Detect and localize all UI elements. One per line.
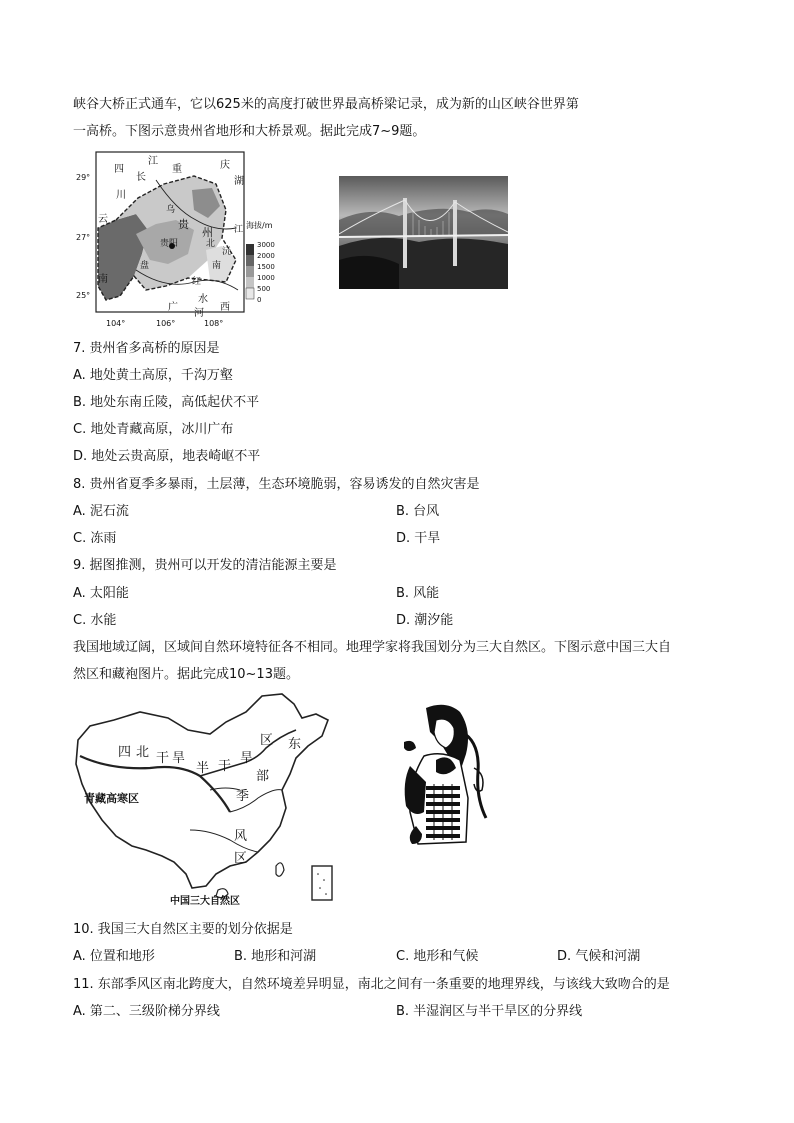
q9-option-a[interactable]: A. 太阳能 xyxy=(73,586,129,601)
place-label: 乌 xyxy=(166,205,176,215)
place-label: 水 xyxy=(198,294,208,305)
q8-option-d[interactable]: D. 干旱 xyxy=(396,531,441,546)
lat-label: 25° xyxy=(76,291,91,300)
q9-option-d[interactable]: D. 潮汐能 xyxy=(396,613,454,628)
intro2-line-2: 然区和藏袍图片。据此完成10~13题。 xyxy=(73,667,299,682)
region-char: 东 xyxy=(288,737,302,752)
intro-line-2: 一高桥。下图示意贵州省地形和大桥景观。据此完成7~9题。 xyxy=(73,124,426,139)
place-label: 四 xyxy=(114,164,124,175)
legend-value: 1500 xyxy=(257,263,275,271)
region-char: 北 xyxy=(136,745,150,760)
region-char: 旱 xyxy=(172,751,186,766)
q9-option-b[interactable]: B. 风能 xyxy=(396,586,440,601)
city-label: 贵阳 xyxy=(160,239,179,249)
place-label: 湖 xyxy=(234,176,244,187)
q7-option-d[interactable]: D. 地处云贵高原，地表崎岖不平 xyxy=(73,449,261,464)
place-label: 云 xyxy=(98,214,108,225)
region-char: 干 xyxy=(218,759,232,774)
qinghai-tibet-region-label: 青藏高寒区 xyxy=(84,792,139,805)
place-label: 江 xyxy=(234,225,244,235)
q10-option-a[interactable]: A. 位置和地形 xyxy=(73,949,155,964)
q11-stem: 11. 东部季风区南北跨度大，自然环境差异明显，南北之间有一条重要的地理界线，与该线大致吻合的是 xyxy=(73,977,670,992)
q11-option-a[interactable]: A. 第二、三级阶梯分界线 xyxy=(73,1004,220,1019)
tibetan-robe-image xyxy=(396,702,492,850)
place-label: 沅 xyxy=(222,247,232,257)
guizhou-terrain-map xyxy=(76,150,276,330)
q7-option-a[interactable]: A. 地处黄土高原，千沟万壑 xyxy=(73,368,233,383)
q7-option-c[interactable]: C. 地处青藏高原，冰川广布 xyxy=(73,422,234,437)
lat-label: 29° xyxy=(76,173,91,182)
place-label: 河 xyxy=(194,308,204,319)
lon-label: 108° xyxy=(204,319,224,328)
q9-option-c[interactable]: C. 水能 xyxy=(73,613,117,628)
place-label: 贵 xyxy=(178,218,189,231)
region-char: 区 xyxy=(260,733,274,748)
bridge-photo xyxy=(339,176,508,289)
legend-value: 500 xyxy=(257,285,271,293)
map-caption: 中国三大自然区 xyxy=(170,896,240,907)
place-label: 庆 xyxy=(220,160,230,171)
q10-option-b[interactable]: B. 地形和河湖 xyxy=(234,949,317,964)
place-label: 川 xyxy=(116,190,126,201)
region-char: 干 xyxy=(156,751,170,766)
lon-label: 104° xyxy=(106,319,126,328)
place-label: 北 xyxy=(206,239,216,249)
region-char: 四 xyxy=(118,745,132,760)
q11-option-b[interactable]: B. 半湿润区与半干旱区的分界线 xyxy=(396,1004,583,1019)
q10-option-c[interactable]: C. 地形和气候 xyxy=(396,949,479,964)
china-natural-regions-map xyxy=(70,690,338,908)
q10-option-d[interactable]: D. 气候和河湖 xyxy=(557,949,641,964)
place-label: 长 xyxy=(136,172,146,183)
q8-option-b[interactable]: B. 台风 xyxy=(396,504,440,519)
legend-value: 2000 xyxy=(257,252,275,260)
region-char: 半 xyxy=(196,761,210,776)
legend-value: 0 xyxy=(257,296,262,304)
region-char: 区 xyxy=(234,851,248,866)
q10-stem: 10. 我国三大自然区主要的划分依据是 xyxy=(73,922,293,937)
place-label: 西 xyxy=(220,302,230,313)
legend-title: 海拔/m xyxy=(246,221,273,230)
q8-option-a[interactable]: A. 泥石流 xyxy=(73,504,129,519)
place-label: 南 xyxy=(212,261,222,271)
q7-stem: 7. 贵州省多高桥的原因是 xyxy=(73,341,220,356)
region-char: 季 xyxy=(236,789,250,804)
place-label: 盘 xyxy=(140,261,150,271)
place-label: 江 xyxy=(148,156,158,167)
q9-stem: 9. 据图推测，贵州可以开发的清洁能源主要是 xyxy=(73,558,337,573)
place-label: 红 xyxy=(192,277,202,287)
legend-value: 3000 xyxy=(257,241,275,249)
place-label: 广 xyxy=(168,302,178,313)
lon-label: 106° xyxy=(156,319,176,328)
place-label: 重 xyxy=(172,164,182,175)
region-char: 部 xyxy=(256,769,270,784)
q7-option-b[interactable]: B. 地处东南丘陵，高低起伏不平 xyxy=(73,395,260,410)
legend-value: 1000 xyxy=(257,274,275,282)
region-char: 风 xyxy=(234,829,248,844)
intro2-line-1: 我国地域辽阔，区域间自然环境特征各不相同。地理学家将我国划分为三大自然区。下图示意中国三大自 xyxy=(73,640,672,655)
place-label: 州 xyxy=(202,226,213,239)
lat-label: 27° xyxy=(76,233,91,242)
q8-option-c[interactable]: C. 冻雨 xyxy=(73,531,117,546)
intro-line-1: 峡谷大桥正式通车，它以625米的高度打破世界最高桥梁记录，成为新的山区峡谷世界第 xyxy=(73,97,579,112)
place-label: 南 xyxy=(98,274,108,285)
region-char: 旱 xyxy=(240,751,254,766)
q8-stem: 8. 贵州省夏季多暴雨，土层薄，生态环境脆弱，容易诱发的自然灾害是 xyxy=(73,477,480,492)
